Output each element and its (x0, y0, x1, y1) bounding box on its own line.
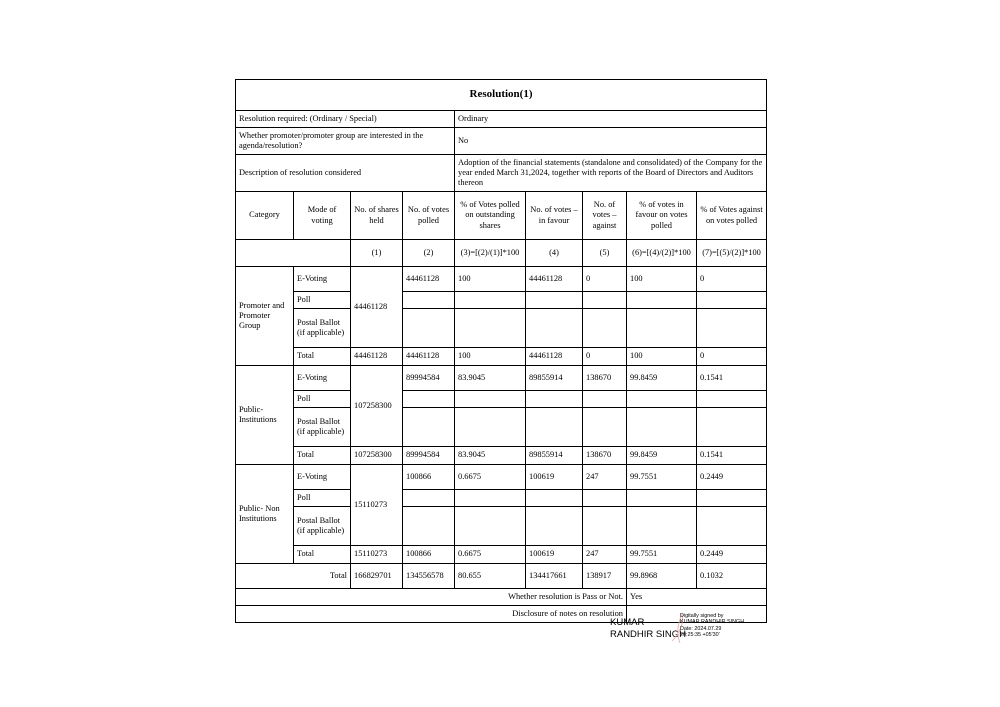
value-cell: 44461128 (526, 267, 583, 292)
value-cell: 100619 (526, 465, 583, 490)
subheader-row (236, 240, 767, 267)
column-header: No. of votes – against (583, 192, 627, 240)
empty-cell (697, 507, 767, 546)
grand-total-value: 134417661 (526, 564, 583, 589)
value-cell: 89994584 (403, 366, 455, 391)
mode-total: Total (294, 447, 351, 465)
empty-cell (455, 391, 526, 408)
grand-total-row (236, 564, 767, 589)
column-header: % of votes in favour on votes polled (627, 192, 697, 240)
value-cell: 0.6675 (455, 465, 526, 490)
resolution-title: Resolution(1) (236, 80, 767, 111)
subheader-blank (236, 240, 351, 267)
signature-detail-3: Date: 2024.07.29 (680, 625, 722, 632)
resolution-table (235, 79, 767, 626)
grand-total-value: 166829701 (351, 564, 403, 589)
grand-total-value: 138917 (583, 564, 627, 589)
total-value-cell: 44461128 (351, 348, 403, 366)
promoter-interest-value: No (455, 128, 767, 155)
value-cell: 100866 (403, 465, 455, 490)
empty-cell (697, 391, 767, 408)
value-cell: 44461128 (403, 267, 455, 292)
column-header: No. of shares held (351, 192, 403, 240)
value-cell: 138670 (583, 366, 627, 391)
empty-cell (583, 309, 627, 348)
shares-held-cell: 44461128 (351, 267, 403, 348)
column-subheader: (7)=[(5)/(2)]*100 (697, 240, 767, 267)
header-row (236, 192, 767, 240)
empty-cell (403, 292, 455, 309)
empty-cell (583, 408, 627, 447)
total-value-cell: 15110273 (351, 546, 403, 564)
signature-detail-2: KUMAR RANDHIR SINGH (680, 619, 745, 626)
table-row (236, 348, 767, 366)
empty-cell (403, 309, 455, 348)
mode-total: Total (294, 348, 351, 366)
empty-cell (627, 391, 697, 408)
column-header: No. of votes – in favour (526, 192, 583, 240)
empty-cell (526, 507, 583, 546)
total-value-cell: 0 (697, 348, 767, 366)
grand-total-value: 80.655 (455, 564, 526, 589)
table-row (236, 309, 767, 348)
description-label: Description of resolution considered (236, 155, 455, 192)
shares-held-cell: 107258300 (351, 366, 403, 447)
total-value-cell: 100 (455, 348, 526, 366)
empty-cell (455, 408, 526, 447)
empty-cell (403, 490, 455, 507)
promoter-interest-label: Whether promoter/promoter group are interested in the agenda/resolution? (236, 128, 455, 155)
resolution-required-label: Resolution required: (Ordinary / Special) (236, 111, 455, 128)
signature-detail-1: Digitally signed by (680, 613, 724, 619)
empty-cell (526, 309, 583, 348)
empty-cell (583, 507, 627, 546)
empty-cell (627, 292, 697, 309)
value-cell: 100 (455, 267, 526, 292)
total-value-cell: 83.9045 (455, 447, 526, 465)
empty-cell (455, 309, 526, 348)
empty-cell (455, 292, 526, 309)
total-value-cell: 0.6675 (455, 546, 526, 564)
mode-postal-ballot: Postal Ballot (if applicable) (294, 309, 351, 348)
table-row (236, 447, 767, 465)
empty-cell (455, 507, 526, 546)
column-header: No. of votes polled (403, 192, 455, 240)
grand-total-value: 0.1032 (697, 564, 767, 589)
value-cell: 83.9045 (455, 366, 526, 391)
category-cell: Public- Non Institutions (236, 465, 294, 564)
grand-total-value: 134556578 (403, 564, 455, 589)
category-cell: Promoter and Promoter Group (236, 267, 294, 366)
column-header: Mode of voting (294, 192, 351, 240)
table-row (236, 408, 767, 447)
column-subheader: (6)=[(4)/(2)]*100 (627, 240, 697, 267)
value-cell: 99.7551 (627, 465, 697, 490)
value-cell: 247 (583, 465, 627, 490)
value-cell: 100 (627, 267, 697, 292)
resolution-required-value: Ordinary (455, 111, 767, 128)
total-value-cell: 99.8459 (627, 447, 697, 465)
empty-cell (697, 292, 767, 309)
empty-cell (583, 391, 627, 408)
table-row (236, 490, 767, 507)
total-value-cell: 107258300 (351, 447, 403, 465)
column-header: % of Votes polled on outstanding shares (455, 192, 526, 240)
signature-details (680, 613, 744, 639)
table-row (236, 507, 767, 546)
mode-evoting: E-Voting (294, 465, 351, 490)
empty-cell (697, 309, 767, 348)
empty-cell (526, 292, 583, 309)
value-cell: 0.2449 (697, 465, 767, 490)
total-value-cell: 247 (583, 546, 627, 564)
shares-held-cell: 15110273 (351, 465, 403, 546)
signer-name-line1: KUMAR (610, 617, 645, 628)
total-value-cell: 138670 (583, 447, 627, 465)
mode-postal-ballot: Postal Ballot (if applicable) (294, 408, 351, 447)
empty-cell (627, 408, 697, 447)
value-cell: 0.1541 (697, 366, 767, 391)
empty-cell (627, 309, 697, 348)
empty-cell (697, 408, 767, 447)
column-subheader: (3)=[(2)/(1)]*100 (455, 240, 526, 267)
column-header: Category (236, 192, 294, 240)
column-subheader: (2) (403, 240, 455, 267)
groups-body (236, 267, 767, 564)
column-header: % of Votes against on votes polled (697, 192, 767, 240)
empty-cell (627, 507, 697, 546)
pass-status-value: Yes (627, 589, 767, 606)
total-value-cell: 89855914 (526, 447, 583, 465)
signer-name-line2: RANDHIR SINGH (610, 629, 687, 640)
total-value-cell: 100866 (403, 546, 455, 564)
value-cell: 89855914 (526, 366, 583, 391)
value-cell: 99.8459 (627, 366, 697, 391)
total-value-cell: 89994584 (403, 447, 455, 465)
value-cell: 0 (583, 267, 627, 292)
total-value-cell: 100 (627, 348, 697, 366)
disclosure-label: Disclosure of notes on resolution (236, 606, 627, 623)
total-value-cell: 44461128 (403, 348, 455, 366)
description-value: Adoption of the financial statements (standalone and consolidated) of the Company for the year ended March 31,2024, together with reports of the Board of Directors and Auditors thereon (455, 155, 767, 192)
mode-poll: Poll (294, 391, 351, 408)
empty-cell (403, 391, 455, 408)
table-row (236, 391, 767, 408)
empty-cell (526, 490, 583, 507)
mode-poll: Poll (294, 292, 351, 309)
column-subheader: (1) (351, 240, 403, 267)
signature-detail-4: 20:25:35 +05'30' (680, 632, 720, 639)
empty-cell (526, 391, 583, 408)
value-cell: 0 (697, 267, 767, 292)
table-row (236, 465, 767, 490)
column-subheader: (4) (526, 240, 583, 267)
mode-poll: Poll (294, 490, 351, 507)
empty-cell (455, 490, 526, 507)
empty-cell (583, 490, 627, 507)
total-value-cell: 0 (583, 348, 627, 366)
grand-total-label: Total (236, 564, 351, 589)
empty-cell (403, 408, 455, 447)
column-subheader: (5) (583, 240, 627, 267)
mode-evoting: E-Voting (294, 366, 351, 391)
table-row (236, 292, 767, 309)
total-value-cell: 0.2449 (697, 546, 767, 564)
total-value-cell: 99.7551 (627, 546, 697, 564)
empty-cell (526, 408, 583, 447)
empty-cell (697, 490, 767, 507)
mode-postal-ballot: Postal Ballot (if applicable) (294, 507, 351, 546)
empty-cell (403, 507, 455, 546)
mode-total: Total (294, 546, 351, 564)
table-row (236, 366, 767, 391)
total-value-cell: 0.1541 (697, 447, 767, 465)
total-value-cell: 100619 (526, 546, 583, 564)
digital-signature (610, 611, 760, 647)
category-cell: Public- Institutions (236, 366, 294, 465)
pass-status-label: Whether resolution is Pass or Not. (236, 589, 627, 606)
table-row (236, 546, 767, 564)
empty-cell (583, 292, 627, 309)
table-row (236, 267, 767, 292)
empty-cell (627, 490, 697, 507)
mode-evoting: E-Voting (294, 267, 351, 292)
total-value-cell: 44461128 (526, 348, 583, 366)
grand-total-value: 99.8968 (627, 564, 697, 589)
